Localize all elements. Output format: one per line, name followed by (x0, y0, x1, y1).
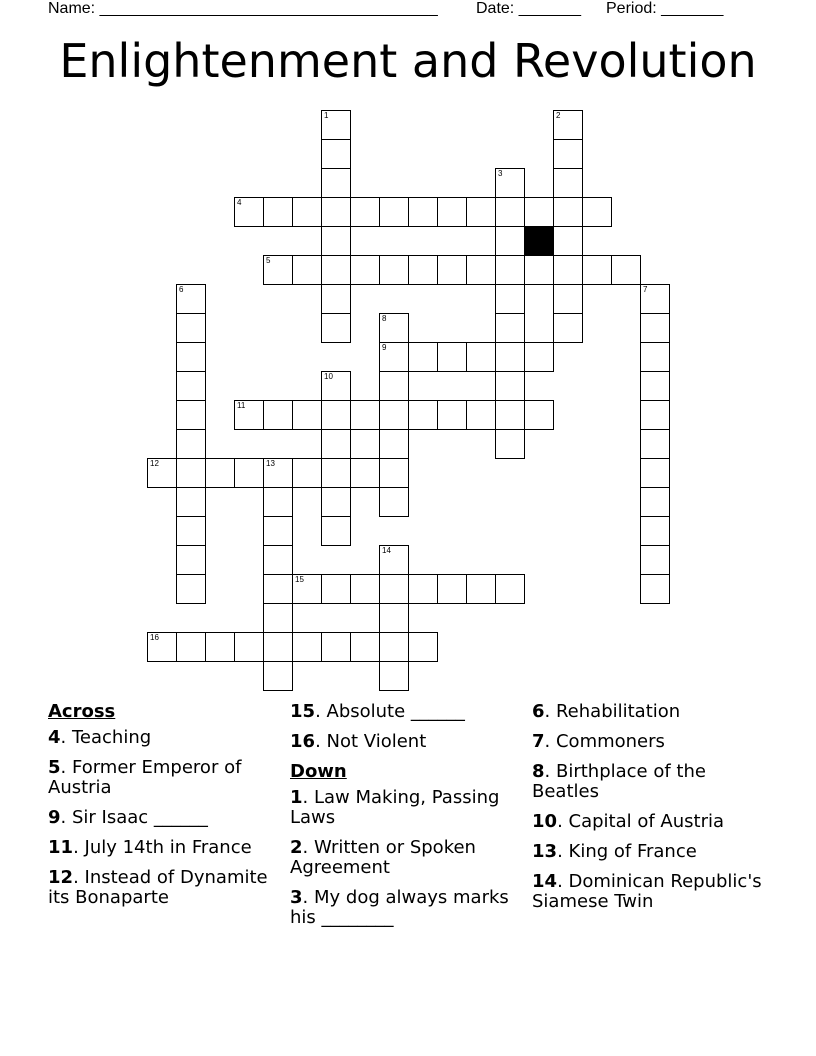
clue-number: 11 (48, 837, 74, 858)
grid-cell[interactable] (234, 400, 264, 430)
grid-cell[interactable] (524, 400, 554, 430)
clue-number: 13 (532, 841, 558, 862)
clue-text: King of France (568, 841, 697, 862)
grid-cell[interactable] (350, 400, 380, 430)
grid-cell[interactable] (321, 313, 351, 343)
grid-cell[interactable] (321, 255, 351, 285)
grid-cell[interactable] (321, 371, 351, 401)
cell-number: 11 (237, 401, 246, 410)
cell-number: 2 (556, 111, 561, 120)
clue-text: Former Emperor of Austria (48, 757, 242, 798)
grid-cell[interactable] (640, 400, 670, 430)
grid-cell[interactable] (437, 574, 467, 604)
grid-cell[interactable] (321, 284, 351, 314)
grid-cell[interactable] (553, 313, 583, 343)
cell-number: 15 (295, 575, 304, 584)
grid-cell[interactable] (321, 197, 351, 227)
grid-cell[interactable] (234, 632, 264, 662)
grid-cell[interactable] (321, 168, 351, 198)
black-cell (524, 226, 554, 256)
clue-text: Rehabilitation (555, 701, 681, 722)
grid-cell[interactable] (292, 400, 322, 430)
grid-cell[interactable] (234, 197, 264, 227)
grid-cell[interactable] (379, 313, 409, 343)
clue-text: Teaching (71, 727, 152, 748)
grid-cell[interactable] (495, 313, 525, 343)
grid-cell[interactable] (379, 400, 409, 430)
grid-cell[interactable] (611, 255, 641, 285)
grid-cell[interactable] (263, 458, 293, 488)
clue-number: 5 (48, 757, 61, 778)
clue-across-5: 5. Former Emperor of Austria (48, 757, 242, 798)
clue-across-12: 12. Instead of Dynamite its Bonaparte (48, 867, 268, 908)
clue-down-3: 3. My dog always marks his ________ (290, 887, 509, 928)
grid-cell[interactable] (408, 400, 438, 430)
grid-cell[interactable] (379, 429, 409, 459)
clue-down-8: 8. Birthplace of the Beatles (532, 761, 706, 802)
clue-number: 7 (532, 731, 545, 752)
grid-cell[interactable] (408, 342, 438, 372)
down-heading: Down (290, 761, 347, 782)
cell-number: 6 (179, 285, 184, 294)
grid-cell[interactable] (263, 632, 293, 662)
clue-down-2: 2. Written or Spoken Agreement (290, 837, 476, 878)
grid-cell[interactable] (176, 545, 206, 575)
grid-cell[interactable] (379, 342, 409, 372)
grid-cell[interactable] (408, 255, 438, 285)
grid-cell[interactable] (379, 371, 409, 401)
clue-across-15: 15. Absolute ______ (290, 701, 465, 722)
across-heading: Across (48, 701, 116, 722)
grid-cell[interactable] (321, 516, 351, 546)
grid-cell[interactable] (495, 574, 525, 604)
grid-cell[interactable] (495, 197, 525, 227)
grid-cell[interactable] (466, 400, 496, 430)
grid-cell[interactable] (321, 458, 351, 488)
grid-cell[interactable] (379, 661, 409, 691)
clue-across-9: 9. Sir Isaac ______ (48, 807, 208, 828)
grid-cell[interactable] (640, 313, 670, 343)
grid-cell[interactable] (408, 574, 438, 604)
grid-cell[interactable] (437, 400, 467, 430)
grid-cell[interactable] (495, 371, 525, 401)
grid-cell[interactable] (321, 574, 351, 604)
grid-cell[interactable] (495, 284, 525, 314)
grid-cell[interactable] (408, 197, 438, 227)
grid-cell[interactable] (553, 226, 583, 256)
clue-number: 6 (532, 701, 545, 722)
grid-cell[interactable] (379, 197, 409, 227)
grid-cell[interactable] (640, 487, 670, 517)
grid-cell[interactable] (495, 342, 525, 372)
grid-cell[interactable] (176, 284, 206, 314)
grid-cell[interactable] (176, 342, 206, 372)
clue-number: 15 (290, 701, 316, 722)
grid-cell[interactable] (466, 255, 496, 285)
grid-cell[interactable] (495, 226, 525, 256)
cell-number: 16 (150, 633, 159, 642)
grid-cell[interactable] (263, 487, 293, 517)
clue-number: 16 (290, 731, 316, 752)
grid-cell[interactable] (466, 574, 496, 604)
grid-cell[interactable] (147, 458, 177, 488)
grid-cell[interactable] (263, 574, 293, 604)
grid-cell[interactable] (147, 632, 177, 662)
clue-text: Law Making, Passing Laws (290, 787, 500, 828)
clue-number: 4 (48, 727, 61, 748)
grid-cell[interactable] (321, 487, 351, 517)
grid-cell[interactable] (176, 429, 206, 459)
cell-number: 10 (324, 372, 333, 381)
grid-cell[interactable] (263, 545, 293, 575)
grid-cell[interactable] (321, 429, 351, 459)
grid-cell[interactable] (640, 574, 670, 604)
grid-cell[interactable] (524, 197, 554, 227)
grid-cell[interactable] (640, 516, 670, 546)
grid-cell[interactable] (263, 661, 293, 691)
clue-across-11: 11. July 14th in France (48, 837, 252, 858)
cell-number: 13 (266, 459, 275, 468)
grid-cell[interactable] (495, 429, 525, 459)
grid-cell[interactable] (524, 342, 554, 372)
clue-number: 10 (532, 811, 558, 832)
grid-cell[interactable] (640, 284, 670, 314)
cell-number: 12 (150, 459, 159, 468)
grid-cell[interactable] (640, 545, 670, 575)
grid-cell[interactable] (205, 458, 235, 488)
grid-cell[interactable] (553, 255, 583, 285)
cell-number: 3 (498, 169, 503, 178)
grid-cell[interactable] (495, 400, 525, 430)
grid-cell[interactable] (350, 632, 380, 662)
grid-cell[interactable] (292, 255, 322, 285)
grid-cell[interactable] (553, 110, 583, 140)
clue-down-1: 1. Law Making, Passing Laws (290, 787, 500, 828)
grid-cell[interactable] (437, 197, 467, 227)
clue-text: Capital of Austria (568, 811, 725, 832)
grid-cell[interactable] (176, 516, 206, 546)
clue-text: Dominican Republic's Siamese Twin (532, 871, 762, 912)
clue-across-4: 4. Teaching (48, 727, 152, 748)
clue-text: Commoners (555, 731, 665, 752)
grid-cell[interactable] (466, 197, 496, 227)
grid-cell[interactable] (350, 458, 380, 488)
clue-text: Written or Spoken Agreement (290, 837, 476, 878)
date-field[interactable]: Date: _______ (476, 0, 581, 17)
grid-cell[interactable] (292, 632, 322, 662)
grid-cell[interactable] (292, 458, 322, 488)
grid-cell[interactable] (321, 632, 351, 662)
clue-text: Absolute ______ (326, 701, 465, 722)
grid-cell[interactable] (176, 487, 206, 517)
grid-cell[interactable] (379, 255, 409, 285)
grid-cell[interactable] (176, 632, 206, 662)
grid-cell[interactable] (292, 197, 322, 227)
cell-number: 1 (324, 111, 329, 120)
clues-column-3 (532, 702, 772, 922)
clue-down-7: 7. Commoners (532, 731, 665, 752)
grid-cell[interactable] (582, 255, 612, 285)
cell-number: 8 (382, 314, 387, 323)
grid-cell[interactable] (350, 255, 380, 285)
grid-cell[interactable] (263, 603, 293, 633)
grid-cell[interactable] (495, 168, 525, 198)
grid-cell[interactable] (553, 168, 583, 198)
name-field[interactable]: Name: ______________________________________ (48, 0, 438, 17)
grid-cell[interactable] (379, 574, 409, 604)
grid-cell[interactable] (379, 487, 409, 517)
grid-cell[interactable] (640, 342, 670, 372)
grid-cell[interactable] (379, 603, 409, 633)
cell-number: 14 (382, 546, 391, 555)
grid-cell[interactable] (379, 632, 409, 662)
clue-text: Sir Isaac ______ (71, 807, 208, 828)
grid-cell[interactable] (437, 255, 467, 285)
grid-cell[interactable] (553, 139, 583, 169)
grid-cell[interactable] (495, 255, 525, 285)
clue-number: 2 (290, 837, 303, 858)
clue-down-6: 6. Rehabilitation (532, 701, 681, 722)
clue-text: My dog always marks his ________ (290, 887, 509, 928)
page-title: Enlightenment and Revolution (59, 34, 757, 88)
clue-across-16: 16. Not Violent (290, 731, 427, 752)
cell-number: 9 (382, 343, 387, 352)
grid-cell[interactable] (640, 458, 670, 488)
clue-number: 14 (532, 871, 558, 892)
grid-cell[interactable] (350, 574, 380, 604)
grid-cell[interactable] (263, 400, 293, 430)
grid-cell[interactable] (263, 516, 293, 546)
clue-number: 8 (532, 761, 545, 782)
grid-cell[interactable] (176, 400, 206, 430)
grid-cell[interactable] (640, 429, 670, 459)
clue-down-10: 10. Capital of Austria (532, 811, 725, 832)
grid-cell[interactable] (350, 197, 380, 227)
grid-cell[interactable] (553, 284, 583, 314)
clue-number: 3 (290, 887, 303, 908)
clue-down-14: 14. Dominican Republic's Siamese Twin (532, 871, 762, 912)
grid-cell[interactable] (234, 458, 264, 488)
grid-cell[interactable] (176, 458, 206, 488)
clue-number: 9 (48, 807, 61, 828)
clues-column-2 (290, 702, 520, 938)
grid-cell[interactable] (437, 342, 467, 372)
clue-number: 12 (48, 867, 74, 888)
grid-cell[interactable] (263, 197, 293, 227)
grid-cell[interactable] (292, 574, 322, 604)
grid-cell[interactable] (321, 226, 351, 256)
clue-text: Instead of Dynamite its Bonaparte (48, 867, 268, 908)
grid-cell[interactable] (379, 545, 409, 575)
clue-text: Birthplace of the Beatles (532, 761, 706, 802)
grid-cell[interactable] (205, 632, 235, 662)
grid-cell[interactable] (640, 371, 670, 401)
grid-cell[interactable] (582, 197, 612, 227)
cell-number: 7 (643, 285, 648, 294)
grid-cell[interactable] (379, 458, 409, 488)
grid-cell[interactable] (176, 371, 206, 401)
grid-cell[interactable] (263, 255, 293, 285)
grid-cell[interactable] (408, 632, 438, 662)
grid-cell[interactable] (524, 255, 554, 285)
clue-text: July 14th in France (84, 837, 252, 858)
cell-number: 5 (266, 256, 271, 265)
grid-cell[interactable] (176, 574, 206, 604)
clue-down-13: 13. King of France (532, 841, 697, 862)
across-clues-column-1 (48, 702, 288, 918)
grid-cell[interactable] (321, 139, 351, 169)
grid-cell[interactable] (321, 400, 351, 430)
grid-cell[interactable] (176, 313, 206, 343)
grid-cell[interactable] (321, 110, 351, 140)
clue-number: 1 (290, 787, 303, 808)
cell-number: 4 (237, 198, 242, 207)
clue-text: Not Violent (326, 731, 427, 752)
grid-cell[interactable] (553, 197, 583, 227)
grid-cell[interactable] (466, 342, 496, 372)
period-field[interactable]: Period: _______ (606, 0, 724, 17)
